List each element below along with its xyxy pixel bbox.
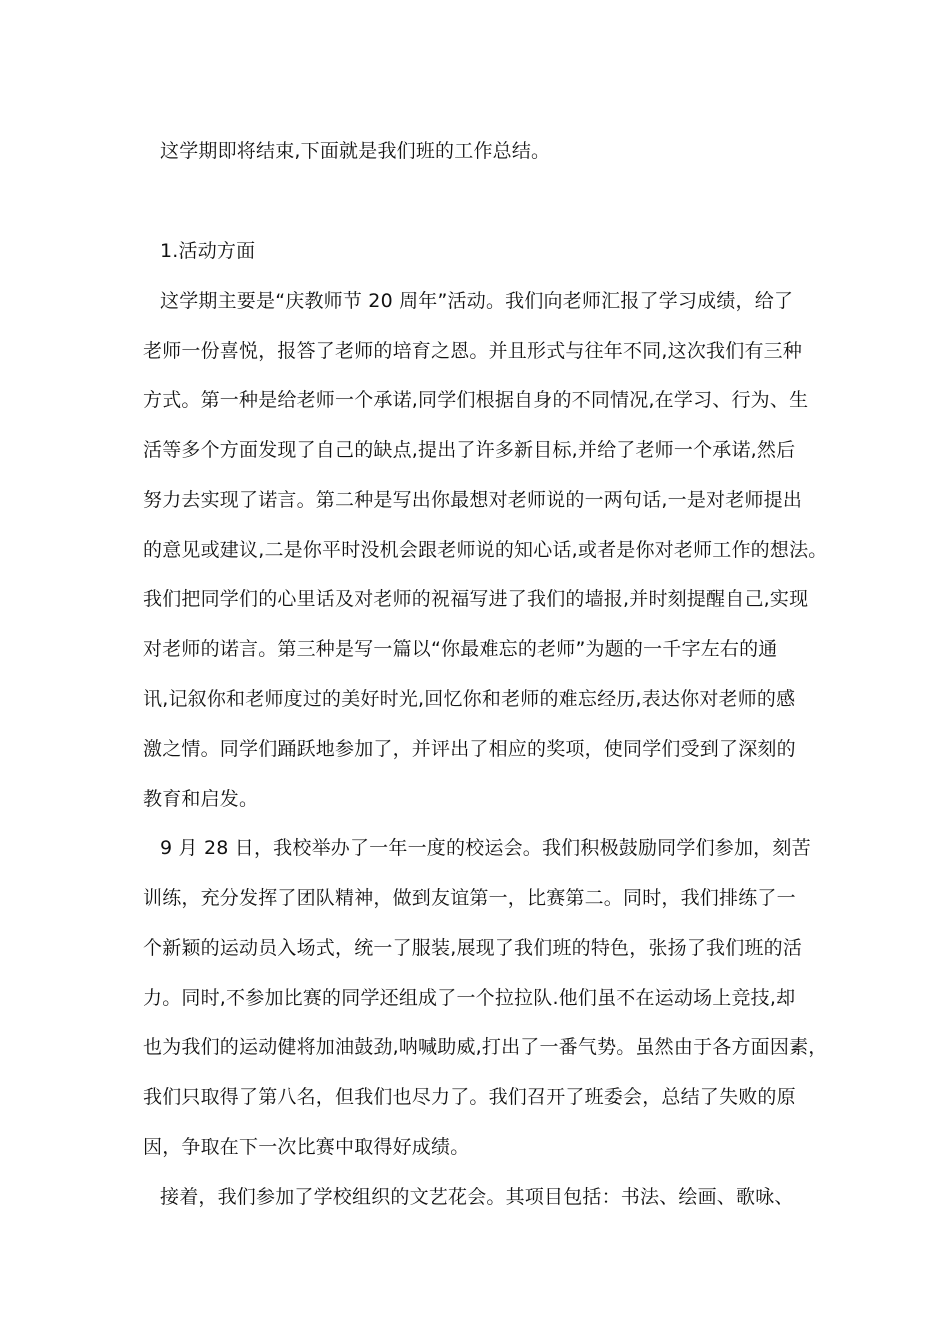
paragraph-line: 这学期主要是“庆教师节 20 周年”活动。我们向老师汇报了学习成绩，给了 bbox=[160, 290, 794, 312]
paragraph-line: 也为我们的运动健将加油鼓劲,呐喊助威,打出了一番气势。虽然由于各方面因素， bbox=[143, 1036, 828, 1058]
intro-line: 这学期即将结束,下面就是我们班的工作总结。 bbox=[160, 140, 551, 162]
paragraph-line: 接着，我们参加了学校组织的文艺花会。其项目包括：书法、绘画、歌咏、 bbox=[160, 1186, 794, 1208]
paragraph-line: 力。同时,不参加比赛的同学还组成了一个拉拉队.他们虽不在运动场上竞技,却 bbox=[143, 987, 796, 1009]
section-heading: 1.活动方面 bbox=[160, 240, 256, 262]
paragraph-line: 个新颖的运动员入场式，统一了服装,展现了我们班的特色，张扬了我们班的活 bbox=[143, 937, 803, 959]
paragraph-line: 教育和启发。 bbox=[143, 788, 259, 810]
paragraph-line: 激之情。同学们踊跃地参加了，并评出了相应的奖项，使同学们受到了深刻的 bbox=[143, 738, 796, 760]
paragraph-line: 对老师的诺言。第三种是写一篇以“你最难忘的老师”为题的一千字左右的通 bbox=[143, 638, 778, 660]
paragraph-line: 方式。第一种是给老师一个承诺,同学们根据自身的不同情况,在学习、行为、生 bbox=[143, 389, 809, 411]
paragraph-line: 老师一份喜悦，报答了老师的培育之恩。并且形式与往年不同,这次我们有三种 bbox=[143, 340, 803, 362]
paragraph-line: 我们把同学们的心里话及对老师的祝福写进了我们的墙报,并时刻提醒自己,实现 bbox=[143, 588, 809, 610]
paragraph-line: 努力去实现了诺言。第二种是写出你最想对老师说的一两句话,一是对老师提出 bbox=[143, 489, 803, 511]
paragraph-line: 训练，充分发挥了团队精神，做到友谊第一，比赛第二。同时，我们排练了一 bbox=[143, 887, 796, 909]
paragraph-line: 的意见或建议,二是你平时没机会跟老师说的知心话,或者是你对老师工作的想法。 bbox=[143, 539, 828, 561]
paragraph-line: 讯,记叙你和老师度过的美好时光,回忆你和老师的难忘经历,表达你对老师的感 bbox=[143, 688, 796, 710]
paragraph-line: 我们只取得了第八名，但我们也尽力了。我们召开了班委会，总结了失败的原 bbox=[143, 1086, 796, 1108]
paragraph-line: 9 月 28 日，我校举办了一年一度的校运会。我们积极鼓励同学们参加，刻苦 bbox=[160, 837, 811, 859]
paragraph-line: 因，争取在下一次比赛中取得好成绩。 bbox=[143, 1136, 470, 1158]
paragraph-line: 活等多个方面发现了自己的缺点,提出了许多新目标,并给了老师一个承诺,然后 bbox=[143, 439, 796, 461]
